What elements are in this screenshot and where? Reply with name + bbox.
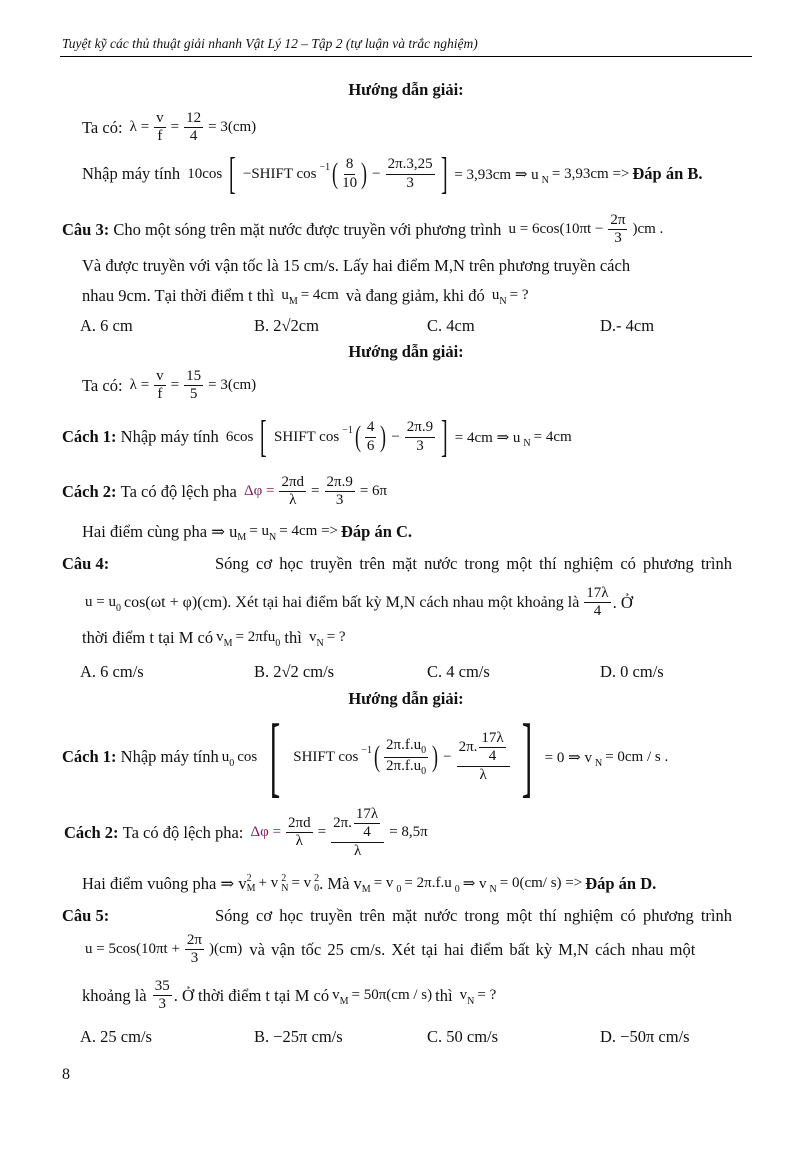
math-fragment: ) xyxy=(361,157,368,190)
q4-method1-line xyxy=(62,707,671,806)
math-fragment: 0 xyxy=(115,603,121,615)
math-fragment: SHIFT cos xyxy=(274,428,340,445)
q5-line1 xyxy=(62,906,732,926)
math-fragment: 2πd xyxy=(286,815,313,833)
q5-option-c: C. 50 cm/s xyxy=(427,1027,499,1046)
q3-line1 xyxy=(62,212,666,248)
math-fragment: 2π.9 xyxy=(325,474,355,492)
math-fragment: u xyxy=(281,287,289,303)
math-fragment: Câu 5: xyxy=(62,906,110,925)
q3-option-c: C. 4cm xyxy=(427,316,475,335)
fraction xyxy=(479,730,505,766)
fraction xyxy=(584,585,610,621)
math-fragment: M xyxy=(246,882,256,894)
math-fragment: λ xyxy=(295,833,303,850)
page-number: 8 xyxy=(62,1066,70,1083)
math: = 3(cm) xyxy=(208,119,257,136)
math-fragment: = 2πfu xyxy=(235,629,276,645)
math-fragment: −1 xyxy=(361,744,373,756)
text: Ta có: xyxy=(82,117,123,137)
math-fragment: N xyxy=(281,882,289,894)
math-fragment: 2πd xyxy=(279,474,306,492)
math-fragment: v xyxy=(154,110,166,128)
math-fragment: λ xyxy=(353,842,362,859)
math-fragment: = 4cm xyxy=(533,428,572,445)
answer-label: Đáp án B. xyxy=(632,164,703,183)
math-fragment: 2π.f.u xyxy=(386,737,422,753)
q3-option-d: D.- 4cm xyxy=(600,316,655,335)
math-fragment: = 0 ⇒ v xyxy=(544,749,592,766)
math-fragment: )(cm) xyxy=(208,941,243,958)
math-fragment: Cách 1: xyxy=(62,427,117,446)
fraction xyxy=(331,806,384,860)
math-fragment: v xyxy=(308,629,317,645)
math-fragment: và đang giảm, khi đó xyxy=(345,285,485,305)
q4-option-b: B. 2√2 cm/s xyxy=(254,662,335,681)
math-fragment: 3 xyxy=(158,996,166,1013)
math-fragment: )cm . xyxy=(632,221,664,238)
math-fragment: u = 6cos(10πt − xyxy=(508,221,604,238)
math-fragment: Cách 1: xyxy=(62,747,117,766)
math-fragment xyxy=(384,737,428,758)
math-fragment: 15 xyxy=(184,368,203,386)
math-fragment: u = 5cos(10πt + xyxy=(85,941,180,958)
math-fragment: 17λ xyxy=(354,806,380,824)
math-fragment: M xyxy=(361,884,371,895)
math-fragment: − xyxy=(372,165,381,182)
q3-line3 xyxy=(82,284,531,307)
math-fragment: = 2π.f.u xyxy=(404,875,452,891)
math-fragment: 6 xyxy=(366,437,375,454)
math-fragment: thì xyxy=(284,627,302,647)
math-fragment: Hai điểm vuông pha ⇒ v xyxy=(82,873,247,893)
math: = 3,93cm => xyxy=(551,165,630,182)
q5-option-a: A. 25 cm/s xyxy=(80,1027,152,1046)
math-fragment: 2π xyxy=(608,212,627,230)
math-fragment: = v xyxy=(373,875,394,891)
math-fragment: Sóng cơ học truyền trên mặt nước trong một thí nghiệm có phương trình xyxy=(214,554,732,573)
math-fragment: = ? xyxy=(477,987,497,1004)
math-fragment: 2 xyxy=(314,872,320,884)
math-fragment: f xyxy=(157,128,163,145)
fraction xyxy=(153,978,172,1014)
q4-line3 xyxy=(82,626,349,649)
math-fragment: Nhập máy tính xyxy=(120,747,219,766)
q2-wavelength-line xyxy=(82,110,259,146)
math-fragment: = 4cm ⇒ u xyxy=(454,429,521,446)
math-fragment: [ xyxy=(229,149,236,198)
q3-wavelength-line xyxy=(82,368,259,404)
math-fragment: N xyxy=(541,174,549,186)
fraction xyxy=(386,156,435,192)
fraction xyxy=(184,110,203,146)
q4-option-a: A. 6 cm/s xyxy=(80,662,144,681)
fraction xyxy=(342,156,357,192)
math-fragment: 6cos xyxy=(225,428,254,445)
math-fragment: 4 xyxy=(363,824,371,841)
math-fragment: 0 xyxy=(275,638,281,649)
math-fragment: N xyxy=(269,532,277,543)
math-fragment: λ xyxy=(289,492,297,509)
math: = xyxy=(170,119,180,136)
math-fragment: N xyxy=(523,437,531,449)
q3-method1-line xyxy=(62,412,575,461)
math-fragment xyxy=(281,874,288,894)
q3-option-b: B. 2√2cm xyxy=(254,316,319,335)
math-fragment: . Ở thời điểm t tại M có xyxy=(173,985,330,1005)
math-fragment: = 6π xyxy=(359,483,388,500)
fraction xyxy=(354,806,380,842)
q5-option-b: B. −25π cm/s xyxy=(254,1027,343,1046)
fraction xyxy=(365,419,377,455)
math-fragment: = u xyxy=(249,523,270,539)
fraction xyxy=(405,419,435,455)
q4-conclusion xyxy=(82,872,656,895)
math-fragment: = 3(cm) xyxy=(208,377,257,394)
math: λ = xyxy=(129,119,150,136)
guide-title: Hướng dẫn giải: xyxy=(348,80,464,99)
math-fragment: = xyxy=(170,377,180,394)
math-fragment: [ xyxy=(260,412,268,461)
math-fragment: 0 xyxy=(396,884,402,895)
math-fragment: ⇒ v xyxy=(462,876,487,892)
math-fragment: N xyxy=(594,757,603,769)
math-fragment: ( xyxy=(354,420,361,453)
math-fragment: thì xyxy=(435,985,453,1005)
guide-title: Hướng dẫn giải: xyxy=(348,342,464,361)
math-fragment: Cách 2: xyxy=(62,481,117,501)
q3-method2-line xyxy=(62,474,390,510)
math-fragment: 17λ xyxy=(479,730,505,748)
fraction xyxy=(325,474,355,510)
math-fragment: 10 xyxy=(342,174,358,191)
math-fragment: ] xyxy=(441,412,448,461)
math-fragment xyxy=(386,758,426,778)
math: 10cos xyxy=(187,165,223,182)
math-fragment: 3 xyxy=(190,950,199,967)
math-fragment xyxy=(331,806,384,843)
math-fragment: 0 xyxy=(454,884,460,895)
math-fragment: N xyxy=(316,638,324,649)
fraction xyxy=(185,932,204,968)
math-fragment: 8 xyxy=(344,156,356,174)
fraction xyxy=(286,815,313,851)
math-fragment: = ? xyxy=(509,287,529,303)
q4-line2 xyxy=(82,585,633,621)
math-fragment: N xyxy=(467,996,475,1008)
math-fragment: N xyxy=(499,296,507,307)
math-fragment: Cách 2: xyxy=(64,822,119,842)
math-fragment: M xyxy=(237,532,247,543)
question-label: Câu 3: xyxy=(62,219,110,239)
q4-line1 xyxy=(62,554,732,574)
math-fragment: λ xyxy=(479,766,487,783)
fraction xyxy=(279,474,306,510)
math-fragment: v xyxy=(154,368,166,386)
math-fragment: Δφ = xyxy=(243,483,275,500)
math-fragment: cos(ωt + φ)(cm). Xét tại hai điểm bất kỳ M,N cách nhau một khoảng là xyxy=(123,593,580,611)
math-fragment: thời điểm t tại M có xyxy=(82,627,214,647)
math-fragment: v xyxy=(459,987,468,1004)
math-fragment: 2π xyxy=(185,932,204,950)
fraction xyxy=(608,212,627,248)
header-rule xyxy=(60,56,752,57)
math-fragment: ] xyxy=(521,707,532,806)
math-fragment: M xyxy=(288,296,298,307)
math-fragment: 2π. xyxy=(333,815,352,832)
math-fragment: 4 xyxy=(365,419,377,437)
math-fragment: . Mà v xyxy=(319,873,362,893)
fraction xyxy=(154,110,166,146)
math-fragment: 4 xyxy=(189,128,198,145)
math-fragment: = 0(cm/ s) => xyxy=(499,875,583,891)
q3-option-a: A. 6 cm xyxy=(80,316,133,335)
math-fragment: Ta có độ lệch pha xyxy=(120,481,237,501)
math-fragment: 2π.f.u xyxy=(386,757,422,774)
math-fragment: −1 xyxy=(342,424,353,436)
math-fragment: 0 xyxy=(314,882,320,894)
math-fragment: = 50π(cm / s) xyxy=(351,987,433,1004)
math-fragment: 0 xyxy=(421,745,427,756)
math-fragment: nhau 9cm. Tại thời điểm t thì xyxy=(82,285,275,305)
math-fragment: Câu 4: xyxy=(62,554,110,573)
math-fragment: 3 xyxy=(335,492,344,509)
math-fragment: cos xyxy=(237,748,258,765)
math-fragment: = 4cm xyxy=(300,287,339,303)
math-fragment: 35 xyxy=(153,978,172,996)
math-fragment: v xyxy=(216,629,224,645)
math-fragment: u xyxy=(221,748,230,765)
q5-line3 xyxy=(82,978,499,1014)
math-fragment: M xyxy=(223,638,233,649)
fraction xyxy=(184,368,203,404)
math-fragment: 0 xyxy=(229,757,235,769)
math-fragment: − xyxy=(443,748,452,765)
q4-option-d: D. 0 cm/s xyxy=(600,662,664,681)
math-fragment: 3 xyxy=(406,174,414,191)
q5-line2 xyxy=(82,932,695,968)
math-fragment: 3 xyxy=(614,230,622,247)
math-fragment: . Ở xyxy=(612,592,633,612)
math-fragment: ) xyxy=(380,420,387,453)
math-fragment: = 0cm / s . xyxy=(605,748,669,765)
math-fragment: 4 xyxy=(488,748,497,765)
q4-option-c: C. 4 cm/s xyxy=(427,662,490,681)
math-fragment xyxy=(247,874,256,894)
math-fragment: ( xyxy=(374,740,381,773)
math-fragment: 0 xyxy=(421,765,427,777)
math-fragment: = ? xyxy=(326,629,346,645)
fraction xyxy=(384,737,428,777)
math-fragment: = xyxy=(317,824,327,841)
math-fragment: 3 xyxy=(416,437,424,454)
q2-calculator-line xyxy=(82,149,703,198)
math-fragment: u xyxy=(491,287,500,303)
fraction xyxy=(154,368,166,404)
fraction xyxy=(457,730,510,784)
math-fragment: λ = xyxy=(129,377,150,394)
math-fragment: [ xyxy=(269,707,281,806)
math-fragment: ( xyxy=(332,157,339,190)
math-fragment: 2π.3,25 xyxy=(386,156,435,174)
math-fragment: − xyxy=(391,428,400,445)
running-header: Tuyệt kỹ các thủ thuật giải nhanh Vật Lý 12 – Tập 2 (tự luận và trắc nghiệm) xyxy=(62,36,478,51)
q3-line2: Và được truyền với vận tốc là 15 cm/s. Lấy hai điểm M,N trên phương truyền cách xyxy=(82,256,631,275)
text: Cho một sóng trên mặt nước được truyền với phương trình xyxy=(113,219,502,239)
math-fragment: ] xyxy=(440,149,448,198)
math-fragment: −1 xyxy=(319,161,331,173)
math-fragment: 2 xyxy=(281,872,287,884)
math-fragment: 5 xyxy=(189,386,198,403)
q5-option-d: D. −50π cm/s xyxy=(600,1027,690,1046)
text: Nhập máy tính xyxy=(82,164,181,183)
answer-label: Đáp án C. xyxy=(341,521,413,541)
math-fragment: = xyxy=(311,483,320,500)
math-fragment: 2π.9 xyxy=(405,419,435,437)
math-fragment: khoảng là xyxy=(82,985,147,1005)
math: −SHIFT cos xyxy=(242,165,317,182)
math-fragment: + v xyxy=(258,875,279,891)
math-fragment: Sóng cơ học truyền trên mặt nước trong một thí nghiệm có phương trình xyxy=(214,906,732,925)
math: = 3,93cm ⇒ u xyxy=(454,166,539,183)
math-fragment: Δφ = xyxy=(250,824,282,841)
math-fragment: N xyxy=(489,884,497,895)
math-fragment: 12 xyxy=(184,110,203,128)
math-fragment: M xyxy=(339,996,349,1008)
guide-title: Hướng dẫn giải: xyxy=(348,689,464,708)
math-fragment: 4 xyxy=(593,603,602,620)
q4-method2-line xyxy=(64,806,431,860)
math-fragment: SHIFT cos xyxy=(293,748,359,765)
math-fragment: = v xyxy=(291,875,312,891)
math-fragment: và vận tốc 25 cm/s. Xét tại hai điểm bất kỳ M,N cách nhau một xyxy=(249,939,696,959)
math-fragment: = 8,5π xyxy=(389,824,428,841)
math-fragment: f xyxy=(157,386,163,403)
math-fragment: Ta có độ lệch pha: xyxy=(122,822,244,842)
math-fragment: 2π. xyxy=(458,739,478,756)
math-fragment: 17λ xyxy=(584,585,610,603)
math-fragment: Hai điểm cùng pha ⇒ u xyxy=(82,521,238,541)
answer-label: Đáp án D. xyxy=(585,873,657,893)
math-fragment: Ta có: xyxy=(82,375,123,395)
q3-conclusion xyxy=(82,520,412,543)
math-fragment: u = u xyxy=(85,594,116,611)
math-fragment: 2 xyxy=(246,872,252,884)
math-fragment: = 4cm => xyxy=(279,523,338,539)
math-fragment: ) xyxy=(432,740,439,773)
math-fragment xyxy=(457,730,510,767)
math-fragment: v xyxy=(332,987,340,1004)
math-fragment: Nhập máy tính xyxy=(120,427,219,446)
